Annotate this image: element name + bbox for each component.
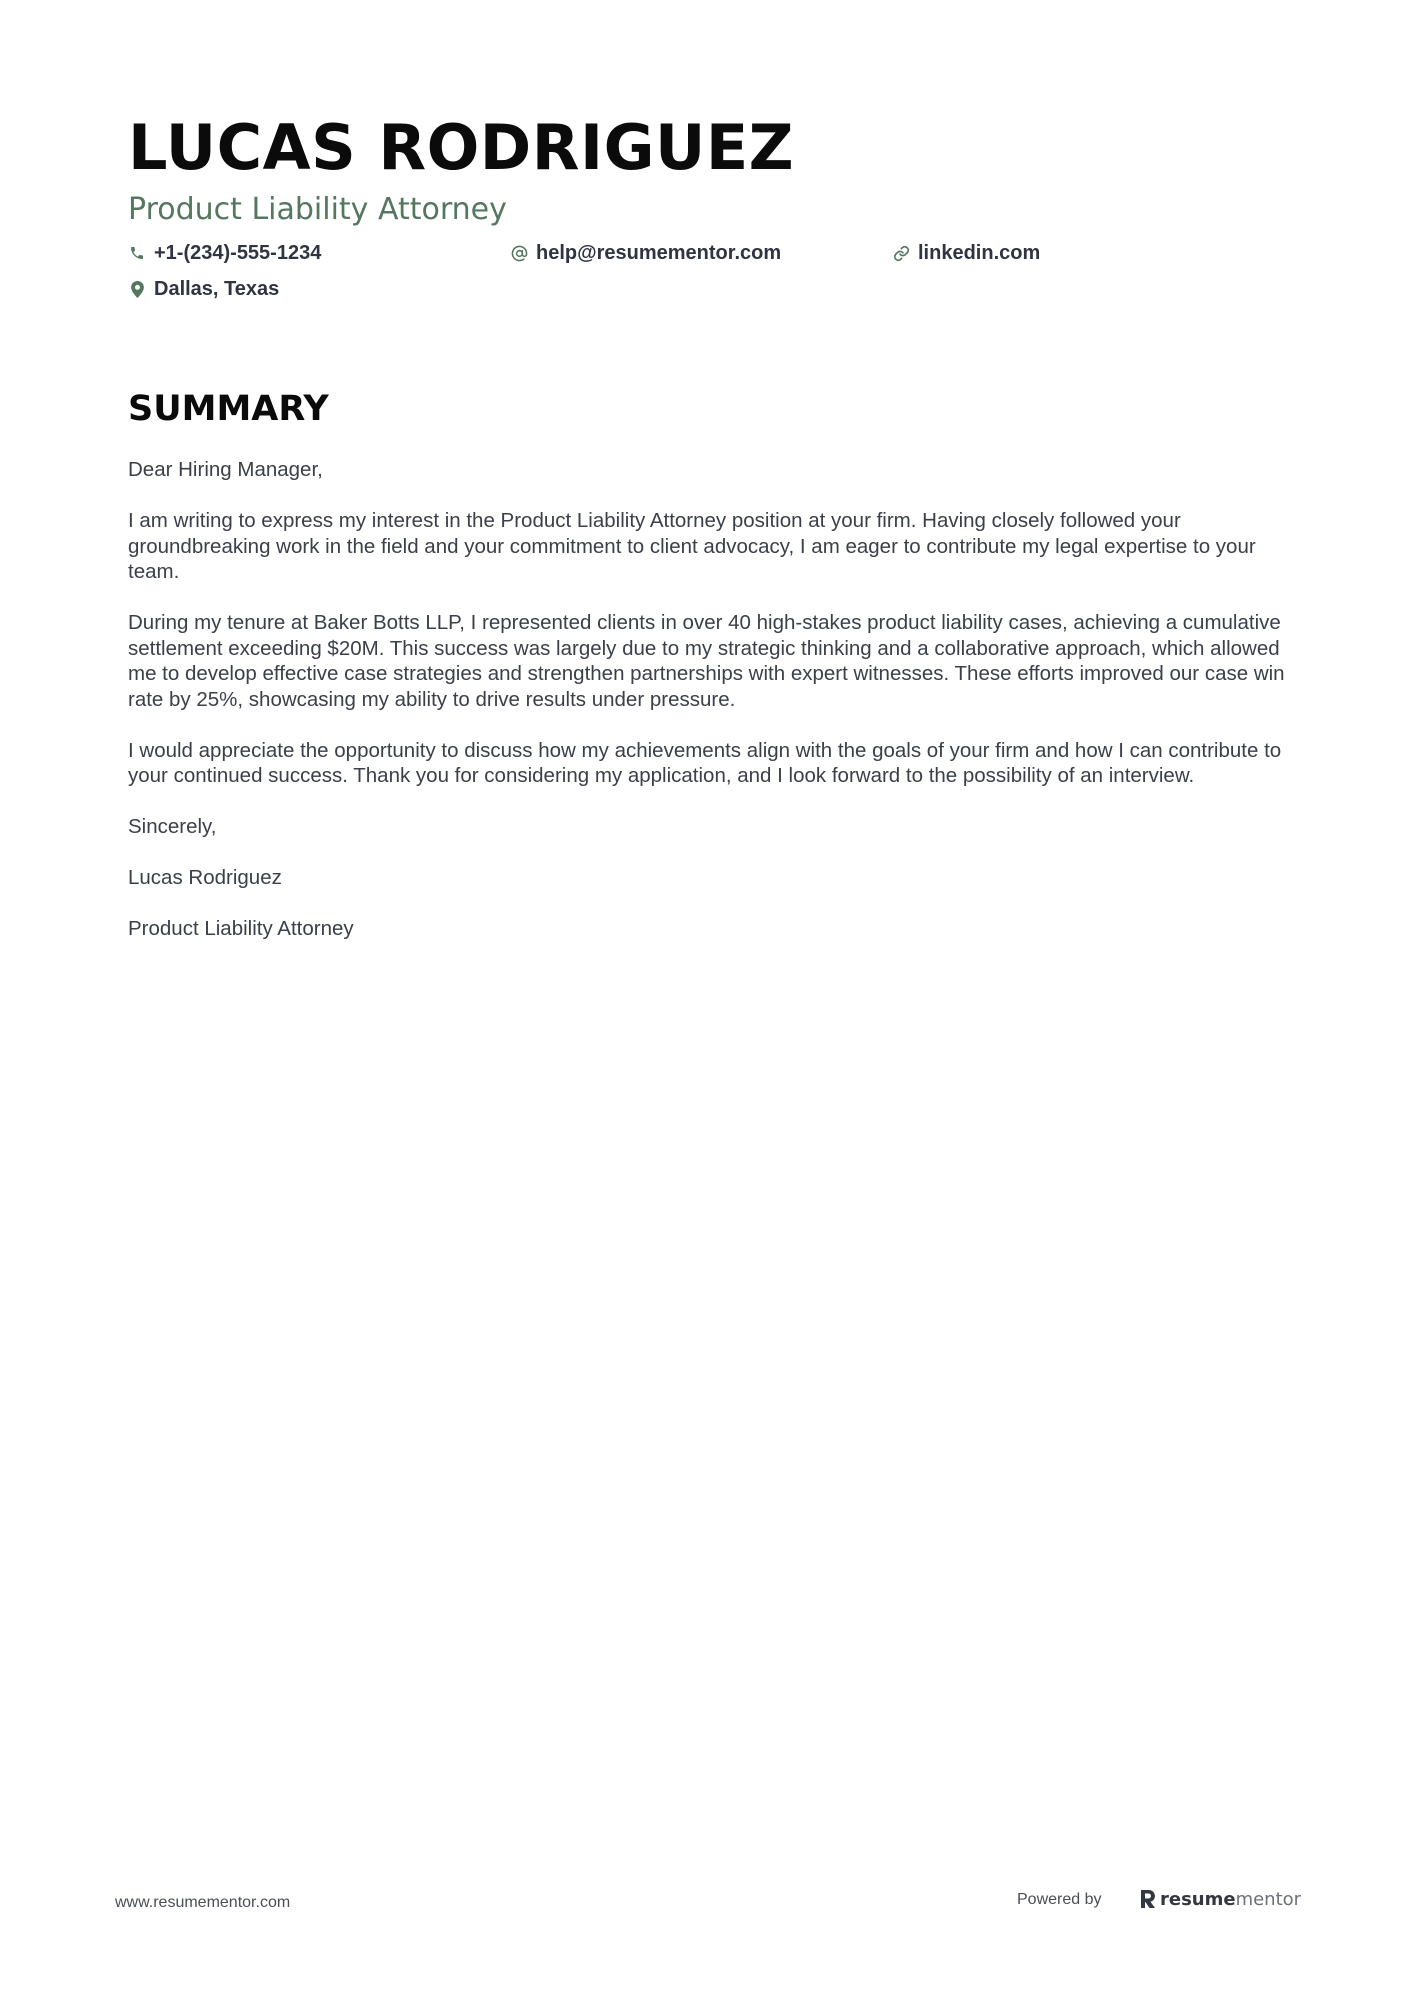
letter-paragraph-experience: During my tenure at Baker Botts LLP, I represented clients in over 40 high-stakes product liability cases, achieving a cumulative settlement exceeding $20M. This success was largely due to my strategic thinking and a collaborative approach, which allowed me to develop effective case strategies and strengthen partnerships with expert witnesses. These efforts improved our case win rate by 25%, showcasing my ability to drive results under pressure.: [128, 611, 1285, 711]
phone-text: +1-(234)-555-1234: [154, 241, 322, 264]
phone-icon: [128, 244, 146, 262]
footer-url[interactable]: www.resumementor.com: [115, 1894, 291, 1911]
letter-body: [128, 457, 1293, 967]
powered-by-label: Powered by: [1017, 1891, 1102, 1908]
letter-paragraph-intro: I am writing to express my interest in the Product Liability Attorney position at your firm. Having closely followed your groundbreaking work in the field and your commitment to client advocacy, I am eager to contribute my legal expertise to your team.: [128, 509, 1256, 583]
brand-name-part1: resume: [1160, 1888, 1236, 1910]
link-icon: [892, 244, 910, 262]
contact-phone: [128, 238, 321, 268]
summary-heading: SUMMARY: [128, 389, 329, 429]
contact-location: [128, 274, 279, 304]
at-sign-icon: [510, 244, 528, 262]
letter-signature-name: Lucas Rodriguez: [128, 866, 282, 889]
location-text: Dallas, Texas: [154, 277, 280, 300]
website-text[interactable]: linkedin.com: [918, 241, 1041, 264]
map-pin-icon: [128, 280, 146, 298]
letter-signoff: Sincerely,: [128, 815, 217, 838]
brand-name-part2: mentor: [1235, 1888, 1302, 1910]
resumementor-logo-icon: [1140, 1889, 1156, 1909]
contact-website[interactable]: [892, 238, 1040, 268]
email-text[interactable]: help@resumementor.com: [536, 241, 782, 264]
letter-paragraph-closing: I would appreciate the opportunity to discuss how my achievements align with the goals of your firm and how I can contribute to your continued success. Thank you for considering my application, and I look forward to the possibility of an interview.: [128, 738, 1282, 787]
letter-signature-title: Product Liability Attorney: [128, 917, 354, 940]
letter-greeting: Dear Hiring Manager,: [128, 458, 323, 481]
candidate-name: LUCAS RODRIGUEZ: [128, 111, 795, 184]
job-title: Product Liability Attorney: [128, 192, 507, 227]
contact-email[interactable]: [510, 238, 781, 268]
brand-logo[interactable]: [1140, 1886, 1301, 1912]
